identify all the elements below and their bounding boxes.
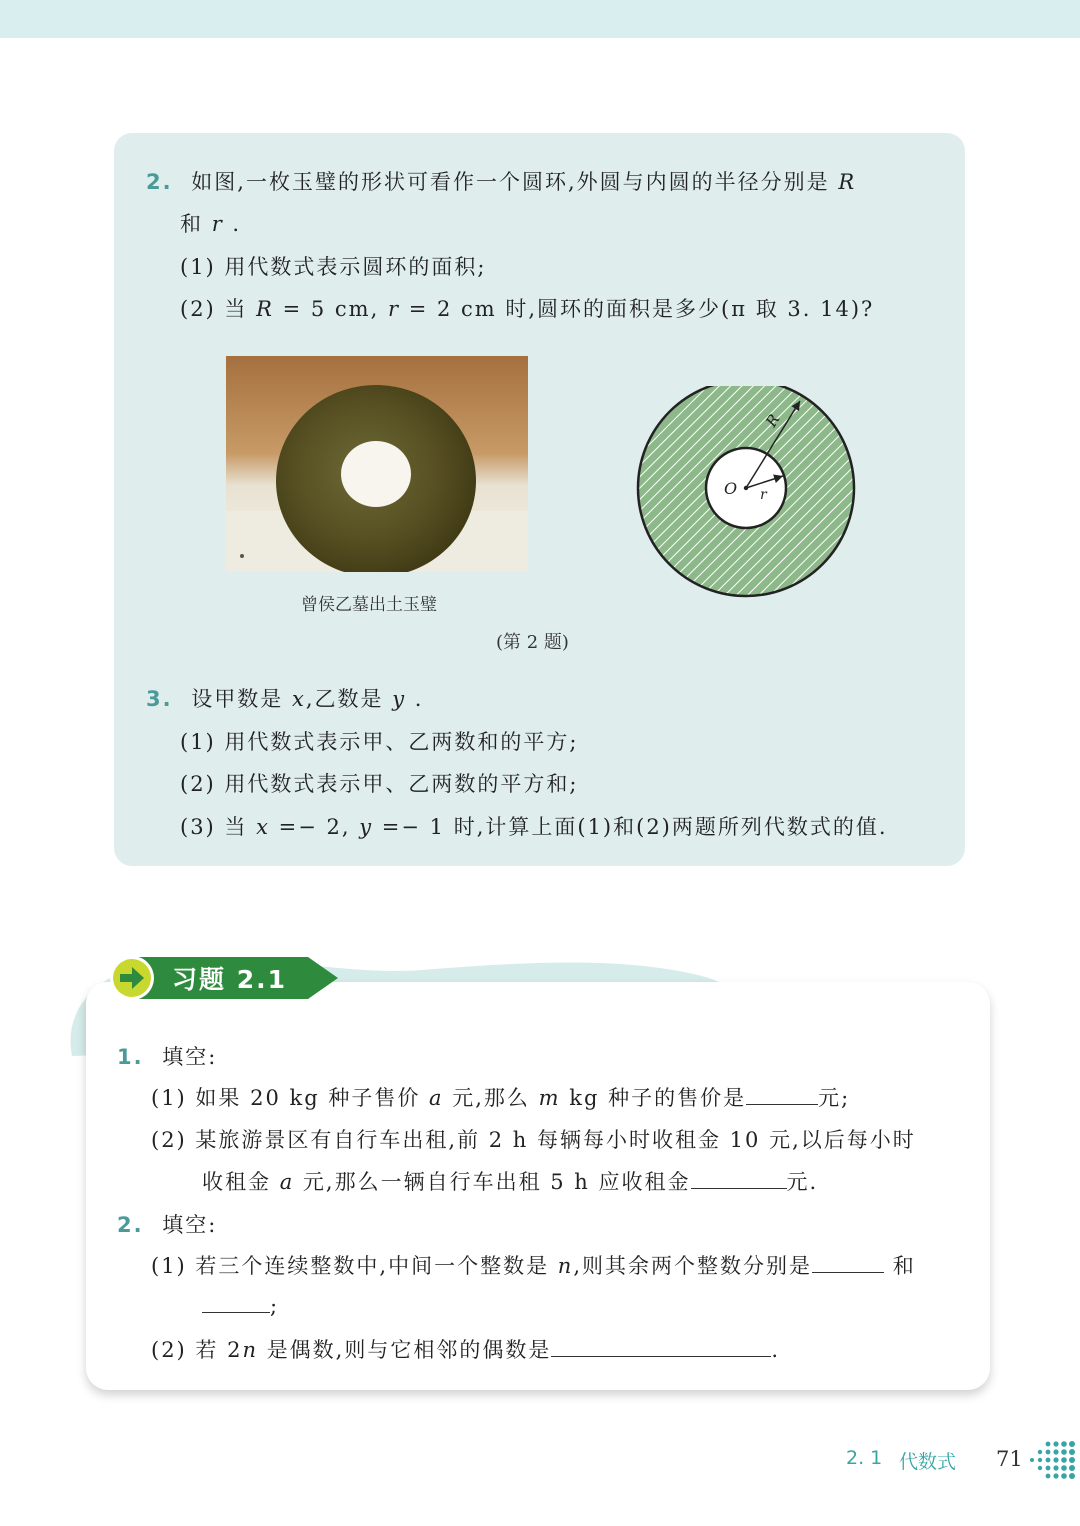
- q3-text-a: 设甲数是: [191, 687, 284, 711]
- q3-line1: [146, 683, 423, 713]
- annulus-diagram: [628, 386, 858, 605]
- q2-part2-a: (2) 当: [180, 297, 248, 321]
- q3-text-b: ,乙数是: [305, 687, 384, 711]
- q2-part2-c: = 2 cm 时,圆环的面积是多少(π 取 3. 14)?: [408, 297, 875, 321]
- ex1-part2-line1: (2) 某旅游景区有自行车出租,前 2 h 每辆每小时收租金 10 元,以后每小时: [151, 1128, 916, 1152]
- ex2-part2-var-n: n: [242, 1338, 258, 1362]
- ex1-part1-c: kg 种子的售价是: [569, 1086, 747, 1110]
- ex2-part1-line2: [202, 1292, 279, 1318]
- q2-number: 2.: [146, 170, 173, 194]
- q2-part2-r: r: [387, 297, 401, 321]
- ex2-part1-c: 和: [892, 1254, 916, 1278]
- q2-text: 如图,一枚玉璧的形状可看作一个圆环,外圆与内圆的半径分别是: [191, 170, 830, 194]
- ex1-number: 1.: [117, 1045, 144, 1069]
- label-O: O: [724, 479, 738, 498]
- q2-part1: (1) 用代数式表示圆环的面积;: [180, 255, 487, 279]
- q3-part3-x: x: [256, 815, 270, 839]
- q3-part3: [180, 811, 888, 841]
- q2-var-R: R: [838, 170, 857, 194]
- q3-part3-b: =− 2,: [278, 815, 351, 839]
- ex1-part1-var-a: a: [429, 1086, 444, 1110]
- ex2-part1-a: (1) 若三个连续整数中,中间一个整数是: [151, 1254, 550, 1278]
- ex1-part2-blank[interactable]: [691, 1168, 787, 1189]
- label-r: r: [760, 487, 767, 503]
- ex2-part1-blank2[interactable]: [202, 1292, 270, 1313]
- dot-grid-icon: [1028, 1440, 1078, 1484]
- ex1-part2-b: 元,那么一辆自行车出租 5 h 应收租金: [302, 1170, 691, 1194]
- ex1-part1-a: (1) 如果 20 kg 种子售价: [151, 1086, 421, 1110]
- ex2-stem-text: 填空:: [162, 1213, 218, 1237]
- top-band: [0, 0, 1080, 38]
- jade-disc-photo: [226, 356, 528, 572]
- ex2-part1-blank1[interactable]: [812, 1252, 884, 1273]
- ex1-part1-b: 元,那么: [452, 1086, 530, 1110]
- ex2-part1-var-n: n: [557, 1254, 574, 1278]
- ex1-stem-text: 填空:: [162, 1045, 218, 1069]
- photo-caption: 曾侯乙墓出土玉璧: [301, 595, 437, 615]
- q3-text-c: .: [414, 687, 424, 711]
- ex2-part2-c: .: [771, 1338, 781, 1362]
- q2-line2: [180, 208, 241, 238]
- q3-var-x: x: [291, 687, 306, 711]
- q2-line2-text: 和: [180, 212, 203, 236]
- q2-part2: [180, 293, 874, 323]
- ex1-part1-blank[interactable]: [746, 1084, 818, 1105]
- ex2-number: 2.: [117, 1213, 144, 1237]
- q3-part3-a: (3) 当: [180, 815, 248, 839]
- q3-part3-y: y: [359, 815, 374, 839]
- footer-section-title: 代数式: [899, 1451, 957, 1473]
- q2-line2-end: .: [232, 212, 242, 236]
- ex1-part1-d: 元;: [818, 1086, 851, 1110]
- q2-var-r: r: [211, 212, 224, 236]
- ex1-part1: [151, 1082, 850, 1112]
- ex2-part1-b: ,则其余两个整数分别是: [573, 1254, 813, 1278]
- q3-part2: (2) 用代数式表示甲、乙两数的平方和;: [180, 772, 579, 796]
- exercise-title: 习题 2.1: [172, 965, 287, 994]
- ex2-part2-a: (2) 若 2: [151, 1338, 243, 1362]
- ex2-part2-blank[interactable]: [551, 1336, 771, 1357]
- ex1-part2-var-a: a: [279, 1170, 295, 1194]
- page-number: 71: [996, 1447, 1023, 1471]
- q2-part2-R: R: [256, 297, 274, 321]
- ex2-part1-d: ;: [270, 1294, 280, 1318]
- footer-section-number: 2. 1: [846, 1447, 883, 1469]
- ex1-part2-line2: [202, 1166, 818, 1196]
- q2-line1: [146, 166, 856, 196]
- ex1-part2-a: 收租金: [202, 1170, 271, 1194]
- q3-part1: (1) 用代数式表示甲、乙两数和的平方;: [180, 730, 579, 754]
- label-R: R: [762, 411, 784, 431]
- ex2-part2: [151, 1334, 780, 1364]
- ex2-part2-b: 是偶数,则与它相邻的偶数是: [266, 1338, 552, 1362]
- q3-number: 3.: [146, 687, 173, 711]
- ex2-stem: [117, 1209, 217, 1239]
- ex2-part1: [151, 1250, 916, 1280]
- q3-part3-c: =− 1 时,计算上面(1)和(2)两题所列代数式的值.: [381, 815, 888, 839]
- ex1-stem: [117, 1041, 217, 1071]
- ex1-part1-var-m: m: [538, 1086, 561, 1110]
- q3-var-y: y: [392, 687, 407, 711]
- figure-caption: (第 2 题): [496, 632, 569, 653]
- ex1-part2-c: 元.: [786, 1170, 819, 1194]
- q2-part2-b: = 5 cm,: [282, 297, 380, 321]
